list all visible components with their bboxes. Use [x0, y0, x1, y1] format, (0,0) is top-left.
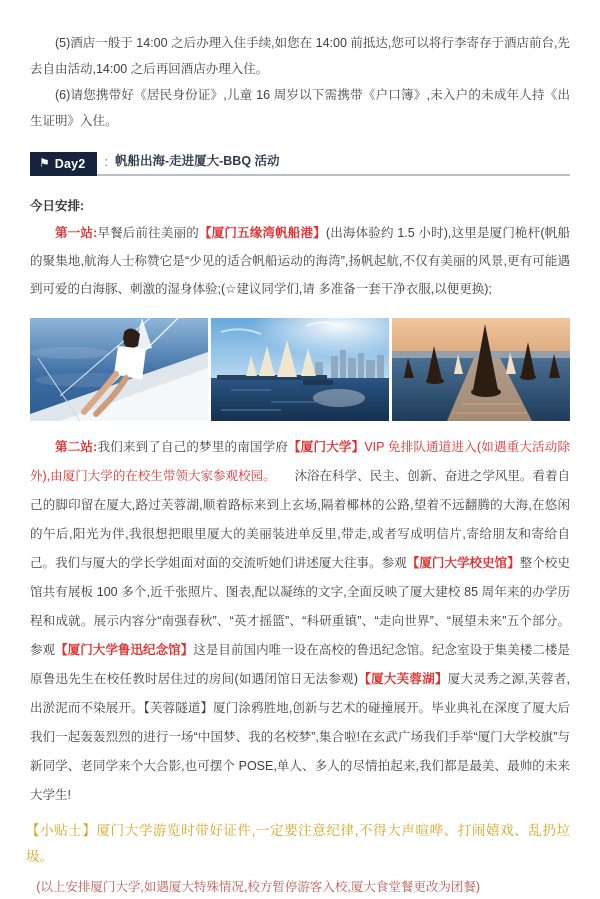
day2-title: 帆船出海-走进厦大-BBQ 活动 [114, 154, 280, 168]
today-heading: 今日安排: [30, 199, 85, 213]
stop1-paragraph: 第一站:早餐后前往美丽的【厦门五缘湾帆船港】(出海体验约 1.5 小时),这里是厦门桅杆(帆船的聚集地,航海人士称赞它是“少见的适合帆船运动的海湾”,扬帆起航,不仅有美丽的风景,更有可能遇到可爱的白海豚、刺激的湿身体验;(☆建议同学们,请 多准备一套干净衣服,以便更换); [30, 226, 570, 296]
photo-strip [30, 318, 570, 421]
hotel-note-6: (6)请您携带好《居民身份证》,儿童 16 周岁以下需携带《户口簿》,未入户的未成年人持《出生证明》入住。 [30, 88, 570, 128]
flag-icon: ⚑ [39, 156, 50, 170]
tip-line: 【小贴士】厦门大学游览时带好证件,一定要注意纪律,不得大声喧哗、打闹嬉戏、乱扔垃圾。 [26, 823, 570, 864]
hotel-note-5: (5)酒店一般于 14:00 之后办理入住手续,如您在 14:00 前抵达,您可以将行李寄存于酒店前台,先去自由活动,14:00 之后再回酒店办理入住。 [30, 36, 570, 76]
sailing-yacht-woman-photo [30, 318, 208, 421]
day2-badge [30, 152, 97, 176]
day2-colon: : [104, 155, 108, 169]
note-line: (以上安排厦门大学,如遇厦大特殊情况,校方暂停游客入校,厦大食堂餐更改为团餐) [36, 880, 480, 894]
day2-banner [30, 150, 570, 176]
sunset-sailboats-photo [392, 318, 570, 421]
marina-sailboats-skyline-photo [211, 318, 389, 421]
day2-label: Day2 [54, 157, 86, 171]
stop2-paragraph: 第二站:我们来到了自己的梦里的南国学府【厦门大学】VIP 免排队通道进入(如遇重大活动除外),由厦门大学的在校生带领大家参观校园。 沐浴在科学、民主、创新、奋进之学风里。看着自己的脚印留在厦大,路过芙蓉湖,顺着路标来到上玄场,隔着椰林的公路,望着不远翻腾的大海,在悠闲的午后,阳光为伴,我很想把眼里厦大的美丽装进单反里,带走,或者写成明信片,寄给朋友和寄给自己。我们与厦大的学长学姐面对面的交流听她们讲述厦大往事。参观【厦门大学校史馆】整个校史馆共有展板 100 多个,近千张照片、图表,配以凝练的文字,全面反映了厦大建校 85 周年来的办学历程和成就。展示内容分“南强春秋”、“英才摇篮”、“科研重镇”、“走向世界”、“展望未来”五个部分。参观【厦门大学鲁迅纪念馆】这是目前国内唯一设在高校的鲁迅纪念馆。纪念室设于集美楼二楼是原鲁迅先生在校任教时居住过的房间(如遇闭馆日无法参观)【厦大芙蓉湖】厦大灵秀之源,芙蓉者,出淤泥而不染展开。【芙蓉隧道】厦门涂鸦胜地,创新与艺术的碰撞展开。毕业典礼在深度了厦大后我们一起轰轰烈烈的进行一场“中国梦、我的名校梦”,集合啦!在玄武广场我们手举“厦门大学校旗”与新同学、老同学来个大合影,也可摆个 POSE,单人、多人的尽情拍起来,我们都是最美、最帅的未来大学生! [30, 440, 571, 802]
